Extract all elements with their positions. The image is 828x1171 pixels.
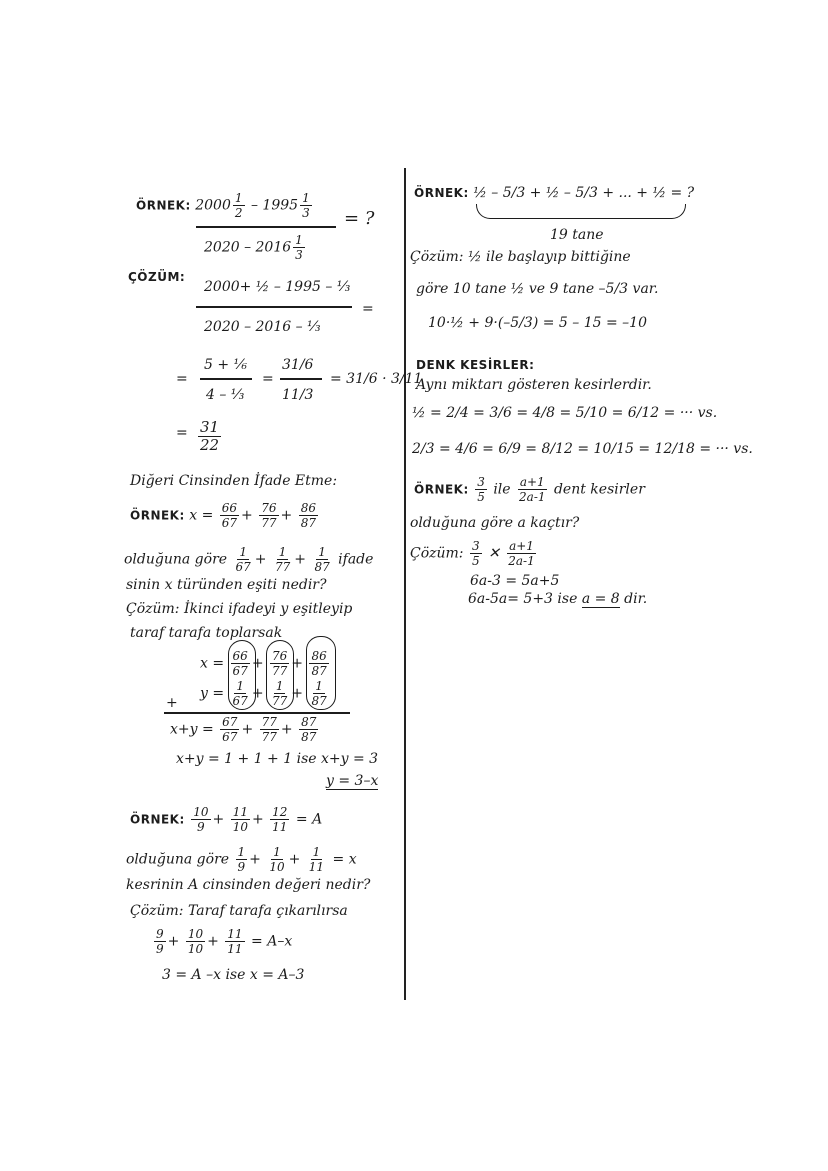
num-1: 1 xyxy=(273,845,281,859)
example-5-step-2 xyxy=(468,590,647,608)
example-3-solution: Çözüm: Taraf tarafa çıkarılırsa xyxy=(130,903,348,919)
definition: Aynı miktarı gösteren kesirlerdir. xyxy=(416,377,652,393)
text: dir. xyxy=(624,591,648,607)
num-76: 76 xyxy=(272,649,288,663)
solution-bottom: 2020 – 2016 – ⅓ xyxy=(204,319,321,335)
plus-sign: + xyxy=(166,695,178,711)
x-row: x = $\frac{66}{67}$ + $\frac{76}{77}$ + $\frac{86}{87}$ xyxy=(200,649,327,678)
fraction-bar xyxy=(196,306,352,308)
num-1: 1 xyxy=(312,845,321,859)
den-87: 87 xyxy=(311,664,327,678)
example-5-step-1: 6a-3 = 5a+5 xyxy=(470,573,560,589)
example-3-last: 3 = A –x ise x = A–3 xyxy=(162,967,305,983)
circle-mark xyxy=(306,636,336,710)
step-c: = 31/6 · 3/11 xyxy=(330,371,423,387)
num-66: 66 xyxy=(221,501,238,515)
den-67: 67 xyxy=(235,560,251,574)
step-b-num: 31/6 xyxy=(282,357,314,373)
example-4-solution-3: 10·½ + 9·(–5/3) = 5 – 15 = –10 xyxy=(428,315,647,331)
underbrace xyxy=(476,204,686,219)
example-2-solution-2: taraf tarafa toplarsak xyxy=(130,625,283,641)
example-3-step: $\frac{9}{9}$ + $\frac{10}{10}$ + $\frac{11}{11}$ = A–x xyxy=(156,927,293,956)
num-1: 1 xyxy=(278,545,287,559)
num-76: 76 xyxy=(261,501,277,515)
section-title: Diğeri Cinsinden İfade Etme: xyxy=(130,473,338,489)
circle-mark xyxy=(228,640,256,710)
den-67: 67 xyxy=(222,730,238,744)
xy-sum-row: x+y = $\frac{67}{67}$ + $\frac{77}{77}$ + $\frac{87}{87}$ xyxy=(170,715,317,744)
example-1-question: ÖRNEK: 2000 $\frac{1}{2}$ – 1995 $\frac{1}{3}$ xyxy=(136,191,310,220)
num-10: 10 xyxy=(187,927,204,941)
result-den: 22 xyxy=(200,436,220,454)
section-title xyxy=(416,356,534,374)
den-67: 67 xyxy=(221,516,238,530)
equivalent-row-2: 2/3 = 4/6 = 6/9 = 8/12 = 10/15 = 12/18 = ··· vs. xyxy=(412,441,753,457)
text: dent kesirler xyxy=(553,481,645,498)
den-11: 11 xyxy=(308,860,325,874)
equals-sign: = xyxy=(362,301,374,317)
section-title-text: DENK KESİRLER: xyxy=(416,358,535,372)
num-1: 1 xyxy=(275,679,284,693)
result-num: 31 xyxy=(200,418,220,436)
den-77: 77 xyxy=(274,560,291,574)
den-77: 77 xyxy=(261,516,277,530)
num-9: 9 xyxy=(156,927,164,941)
den-67: 67 xyxy=(232,664,248,678)
num-87: 87 xyxy=(301,715,317,729)
den-9: 9 xyxy=(197,820,205,834)
den-77: 77 xyxy=(261,730,277,744)
y-row: y = $\frac{1}{67}$ + $\frac{1}{77}$ + $\frac{1}{87}$ xyxy=(200,679,327,708)
den-77: 77 xyxy=(272,694,288,708)
text: olduğuna göre xyxy=(124,551,228,568)
question-mark: = ? xyxy=(344,208,375,229)
equals-sign: = xyxy=(176,425,188,441)
step-a-den: 4 – ⅓ xyxy=(206,387,245,403)
step-text: 6a-5a= 5+3 ise xyxy=(468,591,578,607)
solution-label xyxy=(128,268,185,286)
num: a+1 xyxy=(509,539,534,553)
den-87: 87 xyxy=(300,516,316,530)
example-label: ÖRNEK: xyxy=(130,508,185,523)
example-3-line-2: kesrinin A cinsinden değeri nedir? xyxy=(126,877,371,893)
den-77: 77 xyxy=(272,664,288,678)
den-87: 87 xyxy=(311,694,327,708)
den-9: 9 xyxy=(237,860,246,874)
result-1 xyxy=(196,420,223,453)
equals-x: = x xyxy=(332,851,357,868)
solution-top: 2000+ ½ – 1995 – ⅓ xyxy=(204,279,351,295)
example-2-line-1: olduğuna göre $\frac{1}{67}$ + $\frac{1}{77}$ + $\frac{1}{87}$ ifade xyxy=(124,545,374,574)
num-11: 11 xyxy=(227,927,243,941)
den-87: 87 xyxy=(314,560,330,574)
circle-mark xyxy=(266,640,294,710)
example-4-solution-1: Çözüm: ½ ile başlayıp bittiğine xyxy=(410,249,631,265)
num-11: 11 xyxy=(232,805,248,819)
num-66: 66 xyxy=(232,649,248,663)
num-67: 67 xyxy=(222,715,238,729)
num-12: 12 xyxy=(272,805,288,819)
text: ifade xyxy=(338,551,374,568)
den-87: 87 xyxy=(301,730,317,744)
solution-label: Çözüm: xyxy=(410,545,464,562)
example-3-line-1: olduğuna göre $\frac{1}{9}$ + $\frac{1}{10}$ + $\frac{1}{11}$ = x xyxy=(126,845,357,874)
den-10: 10 xyxy=(187,942,204,956)
x-equals: x = xyxy=(189,507,214,524)
den-10: 10 xyxy=(232,820,248,834)
num-1: 1 xyxy=(315,679,323,693)
equivalent-row-1: ½ = 2/4 = 3/6 = 4/8 = 5/10 = 6/12 = ··· vs. xyxy=(412,405,718,421)
equals-a-minus-x: = A–x xyxy=(251,933,293,950)
example-2-solution-1: Çözüm: İkinci ifadeyi y eşitleyip xyxy=(126,601,353,617)
num-1: 1 xyxy=(236,679,244,693)
den-10: 10 xyxy=(269,860,285,874)
num-77: 77 xyxy=(261,715,277,729)
sum-bar xyxy=(164,712,350,714)
den-67: 67 xyxy=(232,694,248,708)
xy-line: x+y = 1 + 1 + 1 ise x+y = 3 xyxy=(176,751,379,767)
step-b-den: 11/3 xyxy=(282,387,314,403)
equals-a: = A xyxy=(295,811,323,828)
example-label: ÖRNEK: xyxy=(136,198,191,213)
xy-equals: x+y = xyxy=(170,721,214,738)
den-11: 11 xyxy=(272,820,288,834)
num-86: 86 xyxy=(300,501,316,515)
equals-sign: = xyxy=(262,371,274,387)
term-count: 19 tane xyxy=(550,227,604,243)
num-86: 86 xyxy=(311,649,327,663)
example-label: ÖRNEK: xyxy=(414,186,469,200)
step-a-num: 5 + ⅙ xyxy=(204,357,248,373)
series-expression: ½ – 5/3 + ½ – 5/3 + ... + ½ = ? xyxy=(473,185,695,201)
num-1: 1 xyxy=(318,545,326,559)
equals-sign: = xyxy=(176,371,188,387)
result-underlined: a = 8 xyxy=(581,591,620,607)
den-11: 11 xyxy=(227,942,243,956)
example-label: ÖRNEK: xyxy=(414,482,469,497)
result-underlined: y = 3–x xyxy=(326,773,379,789)
num: 3 xyxy=(477,475,485,489)
example-5-solution: Çözüm: $\frac{3}{5}$ ✕ $\frac{a+1}{2a-1}$ xyxy=(410,539,535,568)
example-3-question: ÖRNEK: $\frac{10}{9}$ + $\frac{11}{10}$ + $\frac{12}{11}$ = A xyxy=(130,805,323,834)
example-2-line-2: sinin x türünden eşiti nedir? xyxy=(126,577,327,593)
example-label: ÖRNEK: xyxy=(130,812,185,827)
fraction-bar xyxy=(200,378,252,380)
solution-label-text: ÇÖZÜM: xyxy=(128,270,186,284)
den: 2a-1 xyxy=(519,490,546,504)
num-1: 1 xyxy=(239,545,247,559)
example-4-solution-2: göre 10 tane ½ ve 9 tane –5/3 var. xyxy=(416,281,659,297)
x-equals: x = xyxy=(200,655,225,672)
text: olduğuna göre xyxy=(126,851,230,868)
example-2-question: ÖRNEK: x = $\frac{66}{67}$ + $\frac{76}{77}$ + $\frac{86}{87}$ xyxy=(130,501,316,530)
num-10: 10 xyxy=(193,805,209,819)
den: 5 xyxy=(471,554,480,568)
example-1-denominator: 2020 – 2016 $\frac{1}{3}$ xyxy=(204,233,303,262)
num-1: 1 xyxy=(237,845,246,859)
example-4-question xyxy=(414,184,694,202)
example-5-question xyxy=(414,476,645,503)
mixed-2000: 2000 xyxy=(195,197,231,214)
column-divider xyxy=(404,168,406,1000)
denominator-text: 2020 – 2016 xyxy=(204,239,292,256)
example-5-line-2: olduğuna göre a kaçtır? xyxy=(410,515,580,531)
text: ile xyxy=(493,481,511,498)
den: 5 xyxy=(477,490,485,504)
y-equals: y = xyxy=(200,685,225,702)
fraction-bar xyxy=(280,378,322,380)
fraction-bar xyxy=(196,226,336,228)
den: 2a-1 xyxy=(508,554,535,568)
mixed-1995: 1995 xyxy=(262,197,299,214)
num: 3 xyxy=(471,539,480,553)
xy-result xyxy=(326,772,378,790)
den-9: 9 xyxy=(156,942,164,956)
num: a+1 xyxy=(519,475,545,489)
